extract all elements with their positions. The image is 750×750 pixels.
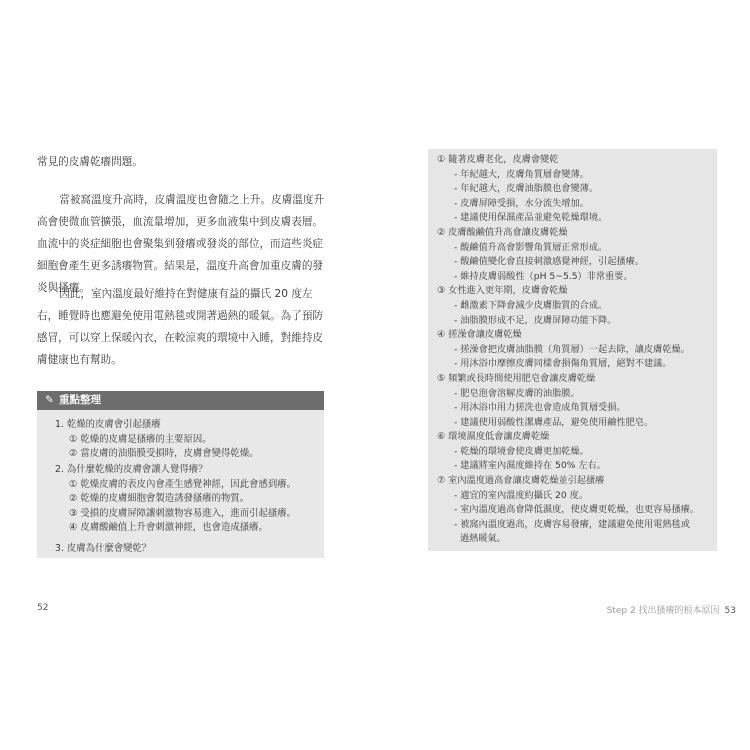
page-footer <box>607 603 736 616</box>
reference-box <box>428 149 717 551</box>
key-points-header <box>37 391 324 410</box>
key-item: ① 乾燥的皮膚是搔癢的主要原因。 <box>69 434 212 445</box>
section-item: - 建議將室內濕度維持在 50% 左右。 <box>454 460 606 472</box>
section-item: - 建議使用弱酸性潔膚產品，避免使用鹼性肥皂。 <box>454 416 654 428</box>
page-number: 52 <box>37 603 49 613</box>
left-page <box>0 117 375 624</box>
section-heading: ③ 女性進入更年期，皮膚會乾燥 <box>437 285 568 297</box>
section-item: - 維持皮膚弱酸性（pH 5~5.5）非常重要。 <box>454 270 633 282</box>
key-item: ③ 受損的皮膚屏障讓刺激物容易進入，進而引起搔癢。 <box>69 507 297 519</box>
key-question: 3. 皮膚為什麼會變乾？ <box>55 543 152 555</box>
section-heading: ① 隨著皮膚老化，皮膚會變乾 <box>437 154 559 165</box>
section-item: - 用沐浴巾摩擦皮膚同樣會損傷角質層，絕對不建議。 <box>454 358 672 370</box>
section-item: - 酸鹼值升高會影響角質層正常形成。 <box>454 241 608 253</box>
section-heading: ⑦ 室內溫度過高會讓皮膚乾燥並引起搔癢 <box>437 475 605 487</box>
section-item: - 室內溫度過高會降低濕度，使皮膚更乾燥，也更容易搔癢。 <box>454 504 700 516</box>
key-item: ② 當皮膚的油脂膜受損時，皮膚會變得乾燥。 <box>69 448 259 460</box>
section-item: - 被窩內溫度過高，皮膚容易發癢，建議避免使用電熱毯或 <box>454 518 690 530</box>
section-item: - 年紀越大，皮膚油脂膜也會變薄。 <box>454 183 599 195</box>
section-item: - 年紀越大，皮膚角質層會變薄。 <box>454 168 589 180</box>
section-heading: ⑤ 頻繁或長時間使用肥皂會讓皮膚乾燥 <box>437 372 596 384</box>
section-item: - 建議使用保濕產品並避免乾燥環境。 <box>454 212 608 224</box>
section-item: - 酸鹼值變化會直接刺激感覺神經，引起搔癢。 <box>454 256 644 268</box>
section-item: - 油脂膜形成不足，皮膚屏障功能下降。 <box>454 314 617 326</box>
intro-text: 常見的皮膚乾癢問題。 <box>37 156 143 168</box>
section-heading: ④ 搓澡會讓皮膚乾燥 <box>437 329 522 341</box>
key-points-list <box>55 417 317 557</box>
pencil-icon: ✎ <box>45 394 54 406</box>
section-item: - 皮膚屏障受損，水分流失增加。 <box>454 197 589 209</box>
section-item-continuation: 過熱暖氣。 <box>460 533 506 545</box>
key-question: 2. 為什麼乾燥的皮膚會讓人覺得癢？ <box>55 463 208 475</box>
paragraph: 當被窩溫度升高時，皮膚溫度也會隨之上升。皮膚溫度升高會使微血管擴張，血流量增加，更多血液集中到皮膚表層。血流中的炎症細胞也會聚集到發癢或發炎的部位，而這些炎症細胞會產生更多誘癢物質。結果是，溫度升高會加重皮膚的發炎與搔癢。 <box>37 194 325 294</box>
section-heading: ⑥ 環境濕度低會讓皮膚乾燥 <box>437 431 550 443</box>
section-item: - 乾燥的環境會使皮膚更加乾燥。 <box>454 445 589 457</box>
section-item: - 雌激素下降會減少皮膚脂質的合成。 <box>454 299 608 311</box>
section-item: - 適宜的室內溫度約攝氏 20 度。 <box>454 489 589 501</box>
section-item: - 搓澡會把皮膚油脂膜（角質層）一起去除，讓皮膚乾燥。 <box>454 343 690 355</box>
chapter-title: Step 2 找出搔癢的根本原因 <box>606 606 720 616</box>
page-number: 53 <box>724 606 736 616</box>
reference-list <box>437 153 712 547</box>
key-points-box <box>37 391 324 558</box>
key-points-title: 重點整理 <box>59 394 101 406</box>
paragraph: 因此，室內溫度最好維持在對健康有益的攝氏 20 度左右，睡覺時也應避免使用電熱毯或開著過熱的暖氣。為了預防感冒，可以穿上保暖內衣，在較涼爽的環境中入睡，對維持皮膚健康也有幫助。 <box>37 288 324 366</box>
key-item: ① 乾燥皮膚的表皮內會產生感覺神經，因此會感到癢。 <box>69 478 297 490</box>
right-page <box>375 117 750 624</box>
section-item: - 用沐浴巾用力搓洗也會造成角質層受損。 <box>454 402 626 414</box>
section-item: - 肥皂泡會溶解皮膚的油脂膜。 <box>454 387 580 399</box>
book-spread <box>0 117 750 624</box>
key-question: 1. 乾燥的皮膚會引起搔癢 <box>55 419 161 430</box>
key-item: ④ 皮膚酸鹼值上升會刺激神經，也會造成搔癢。 <box>69 522 268 534</box>
section-heading: ② 皮膚酸鹼值升高會讓皮膚乾燥 <box>437 226 568 238</box>
key-item: ② 乾燥的皮膚細胞會製造誘發搔癢的物質。 <box>69 493 250 505</box>
